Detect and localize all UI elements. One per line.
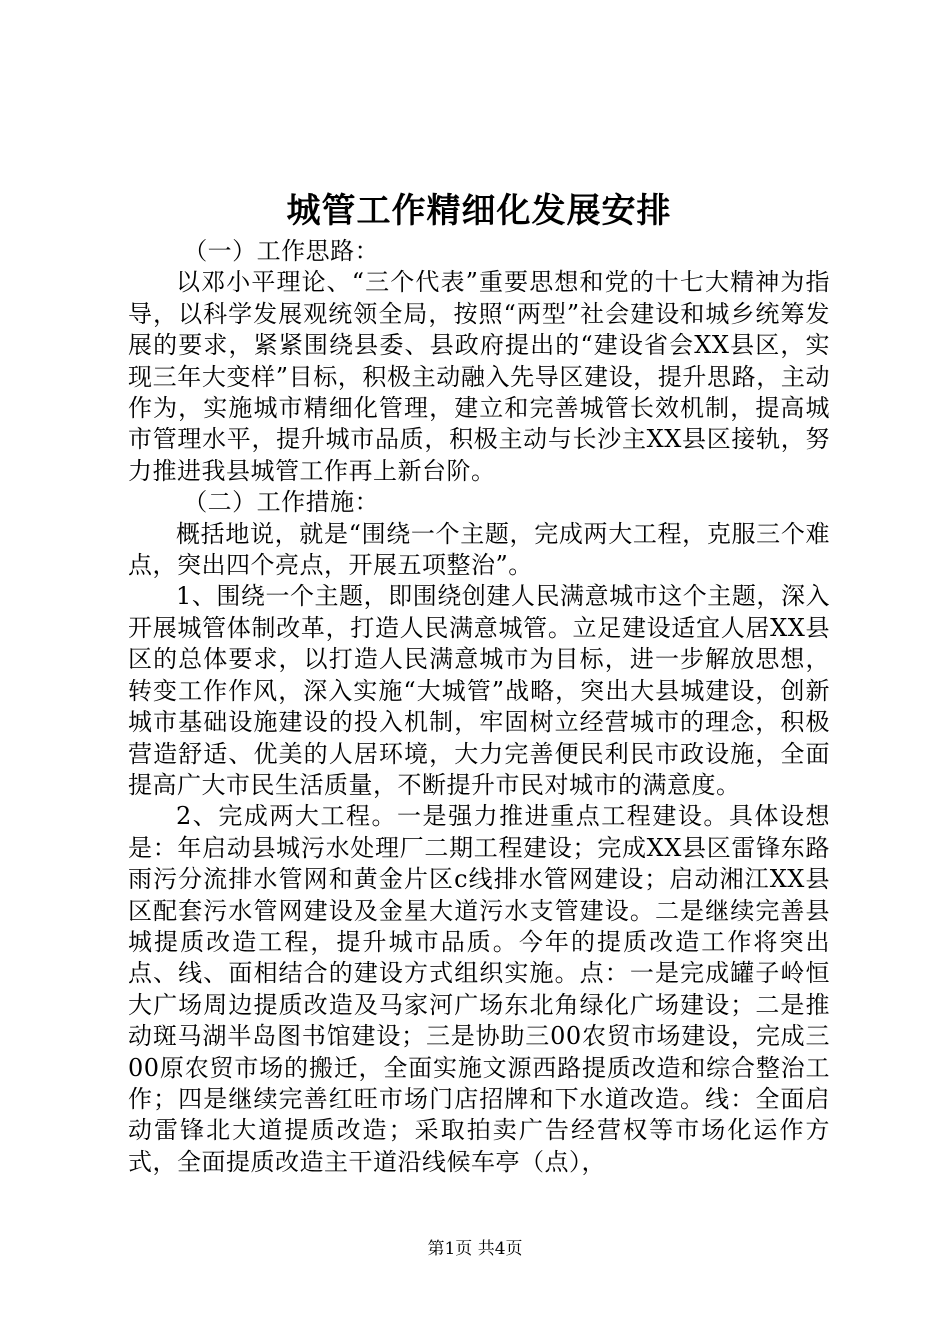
section-heading-work-measures: （二）工作措施： — [183, 488, 380, 517]
page-number-footer: 第1页 共4页 — [427, 1239, 523, 1259]
paragraph-summary: 概括地说，就是“围绕一个主题，完成两大工程，克服三个难点，突出四个亮点，开展五项整治”。 — [128, 519, 830, 580]
paragraph-item-2: 2、完成两大工程。一是强力推进重点工程建设。具体设想是：年启动县城污水处理厂二期工程建设；完成XX县区雷锋东路雨污分流排水管网和黄金片区c线排水管网建设；启动湘江XX县区配套污水管网建设及金星大道污水支管建设。二是继续完善县城提质改造工程，提升城市品质。今年的提质改造工作将突出点、线、面相结合的建设方式组织实施。点：一是完成罐子岭恒大广场周边提质改造及马家河广场东北角绿化广场建设；二是推动斑马湖半岛图书馆建设；三是协助三00农贸市场建设，完成三00原农贸市场的搬迁，全面实施文源西路提质改造和综合整治工作；四是继续完善红旺市场门店招牌和下水道改造。线：全面启动雷锋北大道提质改造；采取拍卖广告经营权等市场化运作方式，全面提质改造主干道沿线候车亭（点）， — [128, 802, 830, 1176]
section-heading-work-ideas: （一）工作思路： — [183, 237, 380, 265]
document-page — [128, 188, 830, 1178]
paragraph-work-ideas: 以邓小平理论、“三个代表”重要思想和党的十七大精神为指导，以科学发展观统领全局，按照“两型”社会建设和城乡统筹发展的要求，紧紧围绕县委、县政府提出的“建设省会XX县区，实现三年大变样”目标，积极主动融入先导区建设，提升思路，主动作为，实施城市精细化管理，建立和完善城管长效机制，提高城市管理水平，提升城市品质，积极主动与长沙主XX县区接轨，努力推进我县城管工作再上新台阶。 — [128, 268, 830, 485]
paragraph-item-1: 1、围绕一个主题，即围绕创建人民满意城市这个主题，深入开展城管体制改革，打造人民满意城管。立足建设适宜人居XX县区的总体要求，以打造人民满意城市为目标，进一步解放思想，转变工作作风，深入实施“大城管”战略，突出大县城建设，创新城市基础设施建设的投入机制，牢固树立经营城市的理念，积极营造舒适、优美的人居环境，大力完善便民利民市政设施，全面提高广大市民生活质量，不断提升市民对城市的满意度。 — [128, 582, 830, 799]
document-title: 城管工作精细化发展安排 — [286, 191, 672, 231]
